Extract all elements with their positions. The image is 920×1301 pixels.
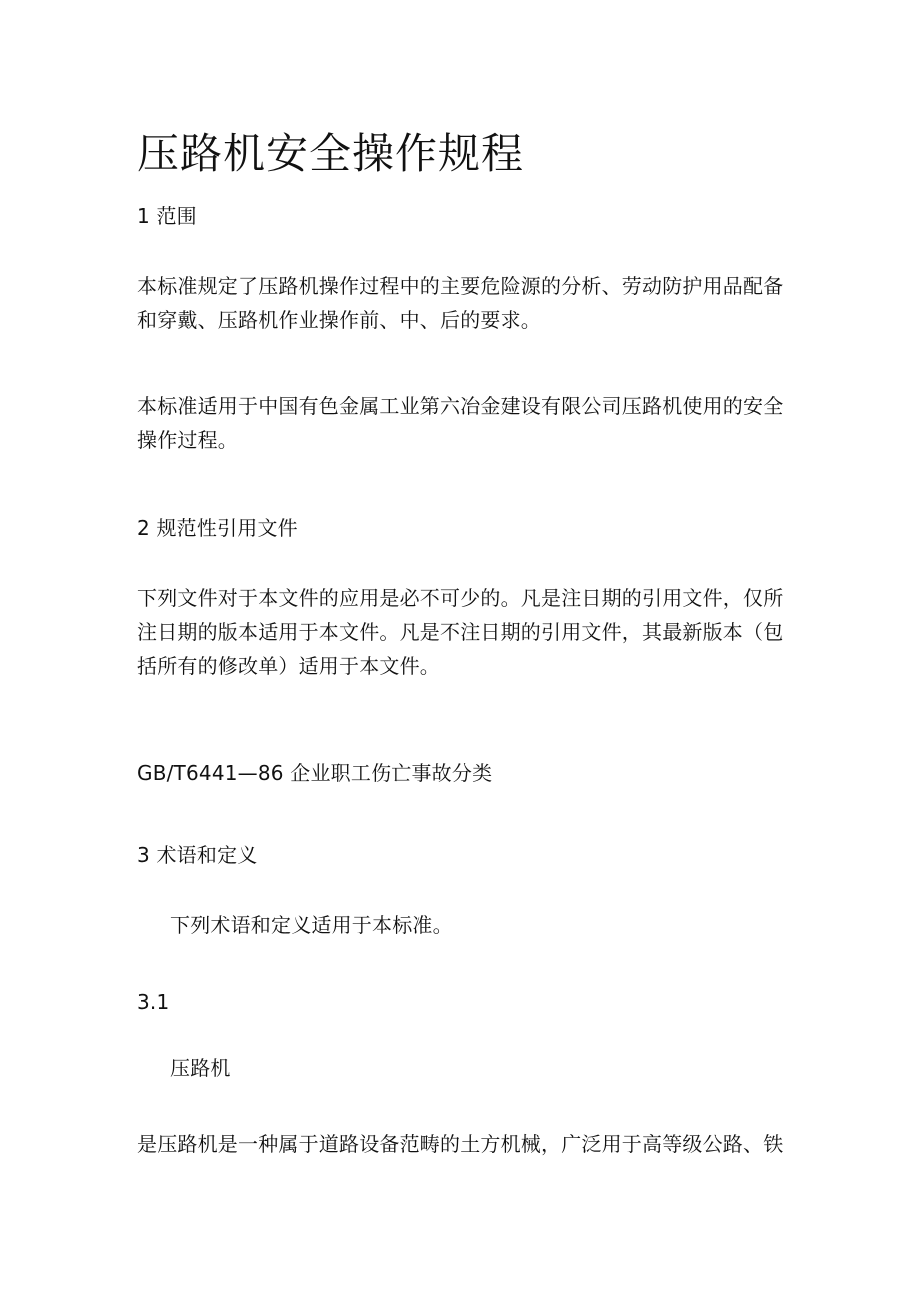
text-line: 本标准适用于中国有色金属工业第六冶金建设有限公司压路机使用的安全 xyxy=(137,394,784,418)
text-line: 括所有的修改单）适用于本文件。 xyxy=(137,654,440,678)
document-title: 压路机安全操作规程 xyxy=(137,129,525,178)
section-3-intro: 下列术语和定义适用于本标准。 xyxy=(170,913,453,937)
section-3-1-term: 压路机 xyxy=(170,1056,231,1080)
text-line: 操作过程。 xyxy=(137,428,238,452)
normative-reference: GB/T6441—86 企业职工伤亡事故分类 xyxy=(137,761,493,785)
section-1-paragraph-2 xyxy=(137,389,792,457)
section-3-1-number: 3.1 xyxy=(137,990,170,1014)
text-line: 注日期的版本适用于本文件。凡是不注日期的引用文件，其最新版本（包 xyxy=(137,620,784,644)
section-3-heading: 3 术语和定义 xyxy=(137,843,258,867)
section-1-heading: 1 范围 xyxy=(137,204,197,228)
text-line: 下列文件对于本文件的应用是必不可少的。凡是注日期的引用文件，仅所 xyxy=(137,586,784,610)
text-line: 本标准规定了压路机操作过程中的主要危险源的分析、劳动防护用品配备 xyxy=(137,274,784,298)
section-2-heading: 2 规范性引用文件 xyxy=(137,516,298,540)
text-line: 和穿戴、压路机作业操作前、中、后的要求。 xyxy=(137,308,541,332)
section-2-paragraph-1 xyxy=(137,581,792,683)
section-1-paragraph-1 xyxy=(137,269,792,337)
section-3-1-definition: 是压路机是一种属于道路设备范畴的土方机械，广泛用于高等级公路、铁 xyxy=(137,1132,784,1156)
